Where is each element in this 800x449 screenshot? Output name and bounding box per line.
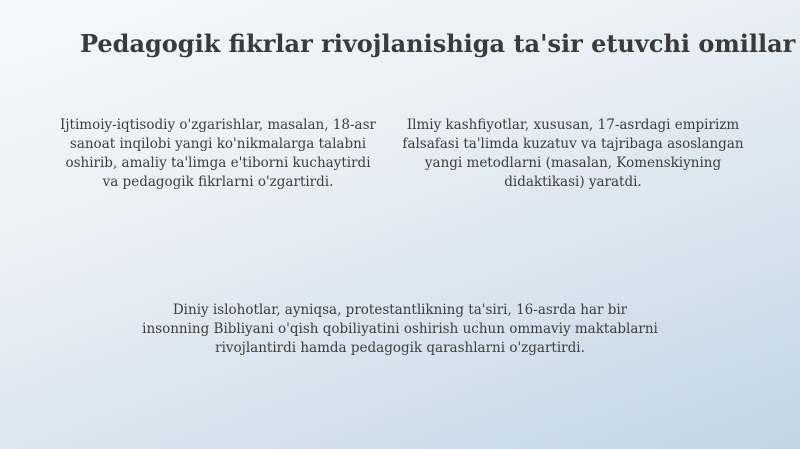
text-block-religious: Diniy islohotlar, ayniqsa, protestantlikning ta'siri, 16-asrda har bir insonning Bibliyani o'qish qobiliyatini oshirish uchun ommaviy maktablarni rivojlantirdi hamda pedagogik qarashlarni o'zgartirdi.	[142, 302, 658, 356]
slide-title: Pedagogik fikrlar rivojlanishiga ta'sir etuvchi omillar	[80, 29, 796, 58]
text-block-socioeconomic: Ijtimoiy-iqtisodiy o'zgarishlar, masalan, 18-asr sanoat inqilobi yangi ko'nikmalarga talabni oshirib, amaliy ta'limga e'tiborni kuchaytirdi va pedagogik fikrlarni o'zgartirdi.	[60, 117, 376, 190]
text-block-scientific: Ilmiy kashfiyotlar, xususan, 17-asrdagi empirizm falsafasi ta'limda kuzatuv va tajribaga asoslangan yangi metodlarni (masalan, Komenskiyning didaktikasi) yaratdi.	[402, 117, 744, 190]
